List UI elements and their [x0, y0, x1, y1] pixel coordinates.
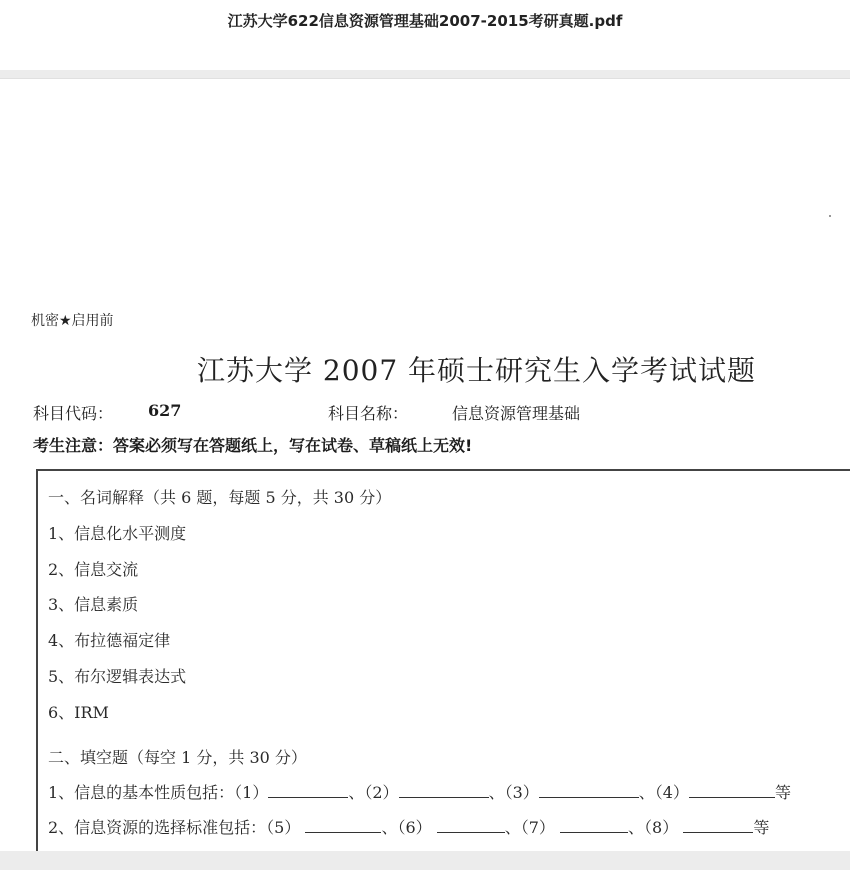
question-box: [36, 469, 850, 851]
page-separator: [0, 70, 850, 79]
question-text: 等: [753, 818, 770, 837]
answer-blank: [539, 783, 639, 798]
document-page: [0, 79, 850, 851]
answer-blank: [689, 783, 775, 798]
answer-blank: [305, 818, 381, 833]
question-text: 、（3）: [488, 783, 539, 802]
subject-code: 627: [148, 401, 182, 420]
exam-title: 江苏大学 2007 年硕士研究生入学考试试题: [197, 354, 757, 387]
list-item: 5、布尔逻辑表达式: [48, 667, 187, 686]
confidential-label: 机密★启用前: [31, 313, 114, 329]
question-text: 2、信息资源的选择标准包括：（5）: [48, 818, 301, 837]
answer-blank: [437, 818, 505, 833]
subject-name: 信息资源管理基础: [452, 404, 581, 423]
document-filename: 江苏大学622信息资源管理基础2007-2015考研真题.pdf: [227, 12, 623, 30]
question-text: 等: [774, 783, 791, 802]
list-item: 3、信息素质: [48, 595, 139, 614]
fill-blank-question-2: [48, 815, 769, 838]
section1-heading: 一、名词解释（共 6 题，每题 5 分，共 30 分）: [48, 488, 392, 507]
answer-blank: [683, 818, 753, 833]
exam-notice: 考生注意：答案必须写在答题纸上，写在试卷、草稿纸上无效!: [33, 436, 473, 455]
question-text: 、（8）: [628, 818, 679, 837]
question-text: 1、信息的基本性质包括：（1）: [48, 783, 269, 802]
page-separator-bottom: [0, 851, 850, 870]
question-text: 、（6）: [381, 818, 432, 837]
subject-name-label: 科目名称：: [328, 404, 409, 423]
list-item: 2、信息交流: [48, 560, 139, 579]
question-text: 、（2）: [348, 783, 399, 802]
answer-blank: [560, 818, 628, 833]
subject-code-label: 科目代码：: [33, 404, 114, 423]
question-text: 、（7）: [504, 818, 555, 837]
list-item: 4、布拉德福定律: [48, 631, 171, 650]
scan-speck: [829, 215, 831, 217]
list-item: 1、信息化水平测度: [48, 524, 187, 543]
section2-heading: 二、填空题（每空 1 分，共 30 分）: [48, 748, 307, 767]
list-item: 6、IRM: [48, 703, 109, 722]
answer-blank: [268, 783, 348, 798]
document-title-bar: [0, 0, 850, 70]
answer-blank: [399, 783, 489, 798]
fill-blank-question-1: [48, 780, 791, 803]
question-text: 、（4）: [638, 783, 689, 802]
